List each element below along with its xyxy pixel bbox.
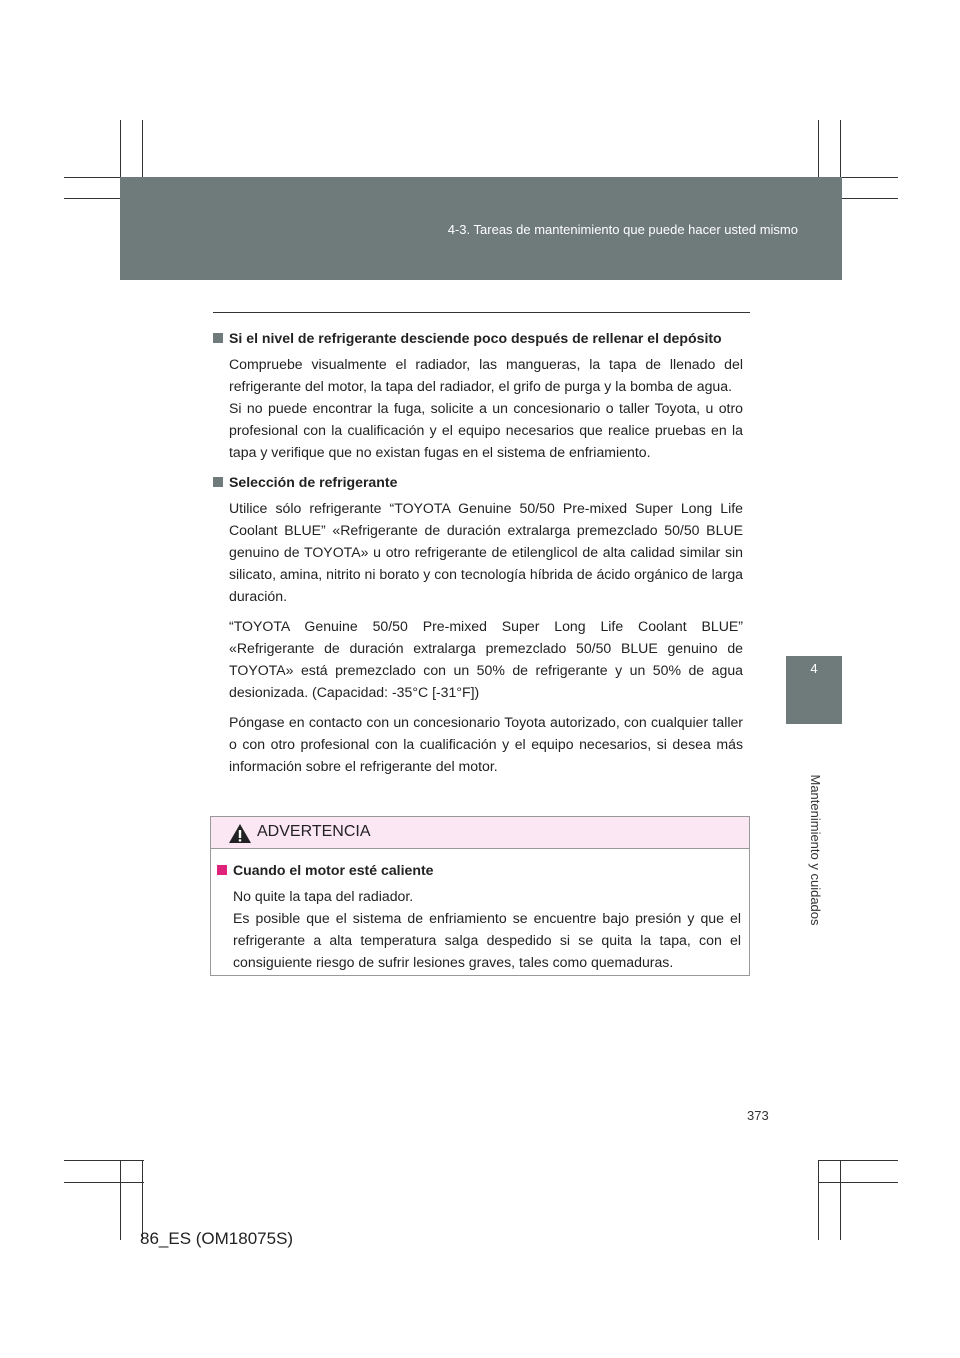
warning-triangle-icon (228, 823, 252, 844)
page-number: 373 (747, 1108, 769, 1123)
document-code: 86_ES (OM18075S) (140, 1229, 294, 1248)
crop-mark (840, 1160, 841, 1240)
warning-heading: Cuando el motor esté caliente (217, 859, 741, 881)
paragraph: Utilice sólo refrigerante “TOYOTA Genuine 50/50 Pre-mixed Super Long Life Coolant BLUE” «Refrigerante de duración extralarga premezclado 50/50 BLUE genuino de TOYOTA» u otro refrigerante de etilenglicol de alta calidad similar sin silicato, amina, nitrito ni borato y con tecnología híbrida de ácido orgánico de larga duración. (229, 500, 743, 604)
crop-mark (142, 1160, 143, 1240)
main-content (213, 327, 743, 785)
paragraph: Póngase en contacto con un concesionario Toyota autorizado, con cualquier taller o con otro profesional con la cualificación y el equipo necesarios, si desea más información sobre el refrigerante del motor. (229, 714, 743, 774)
paragraph: Compruebe visualmente el radiador, las mangueras, la tapa de llenado del refrigerante del motor, la tapa del radiador, el grifo de purga y la bomba de agua. Si no puede encontrar la fuga, solicite a un concesionario o taller Toyota, u otro profesional con la cualificación y el equipo necesarios que realice pruebas en la tapa y verifique que no existan fugas en el sistema de enfriamiento. (229, 356, 743, 460)
bullet-square-icon (213, 333, 223, 343)
crop-mark (64, 1160, 144, 1161)
section-title: 4-3. Tareas de mantenimiento que puede hacer usted mismo (447, 222, 798, 237)
warning-box (210, 816, 750, 976)
crop-mark (818, 1182, 898, 1183)
divider (213, 312, 750, 313)
bullet-square-icon (217, 865, 227, 875)
warning-text: No quite la tapa del radiador. Es posible que el sistema de enfriamiento se encuentre bajo presión y que el refrigerante a alta temperatura salga despedido si se quita la tapa, con el consiguiente riesgo de sufrir lesiones graves, tales como quemaduras. (233, 888, 741, 970)
section-heading: Selección de refrigerante (213, 471, 743, 493)
chapter-number: 4 (810, 661, 818, 676)
warning-title: ADVERTENCIA (257, 823, 371, 840)
section-heading: Si el nivel de refrigerante desciende poco después de rellenar el depósito (213, 327, 743, 349)
header-band (120, 177, 842, 280)
section-leak (213, 327, 743, 463)
crop-mark (818, 1160, 898, 1161)
chapter-label: Mantenimiento y cuidados (808, 774, 823, 926)
section-coolant-selection (213, 471, 743, 777)
bullet-square-icon (213, 477, 223, 487)
crop-mark (64, 1182, 144, 1183)
crop-mark (818, 1160, 819, 1240)
warning-header (211, 817, 749, 849)
crop-mark (120, 1160, 121, 1240)
chapter-tab (786, 656, 842, 724)
warning-body (211, 849, 749, 973)
paragraph: “TOYOTA Genuine 50/50 Pre-mixed Super Long Life Coolant BLUE” «Refrigerante de duración extralarga premezclado 50/50 BLUE genuino de TOYOTA» está premezclado con un 50% de refrigerante y un 50% de agua desionizada. (Capacidad: -35°C [-31°F]) (229, 618, 743, 700)
